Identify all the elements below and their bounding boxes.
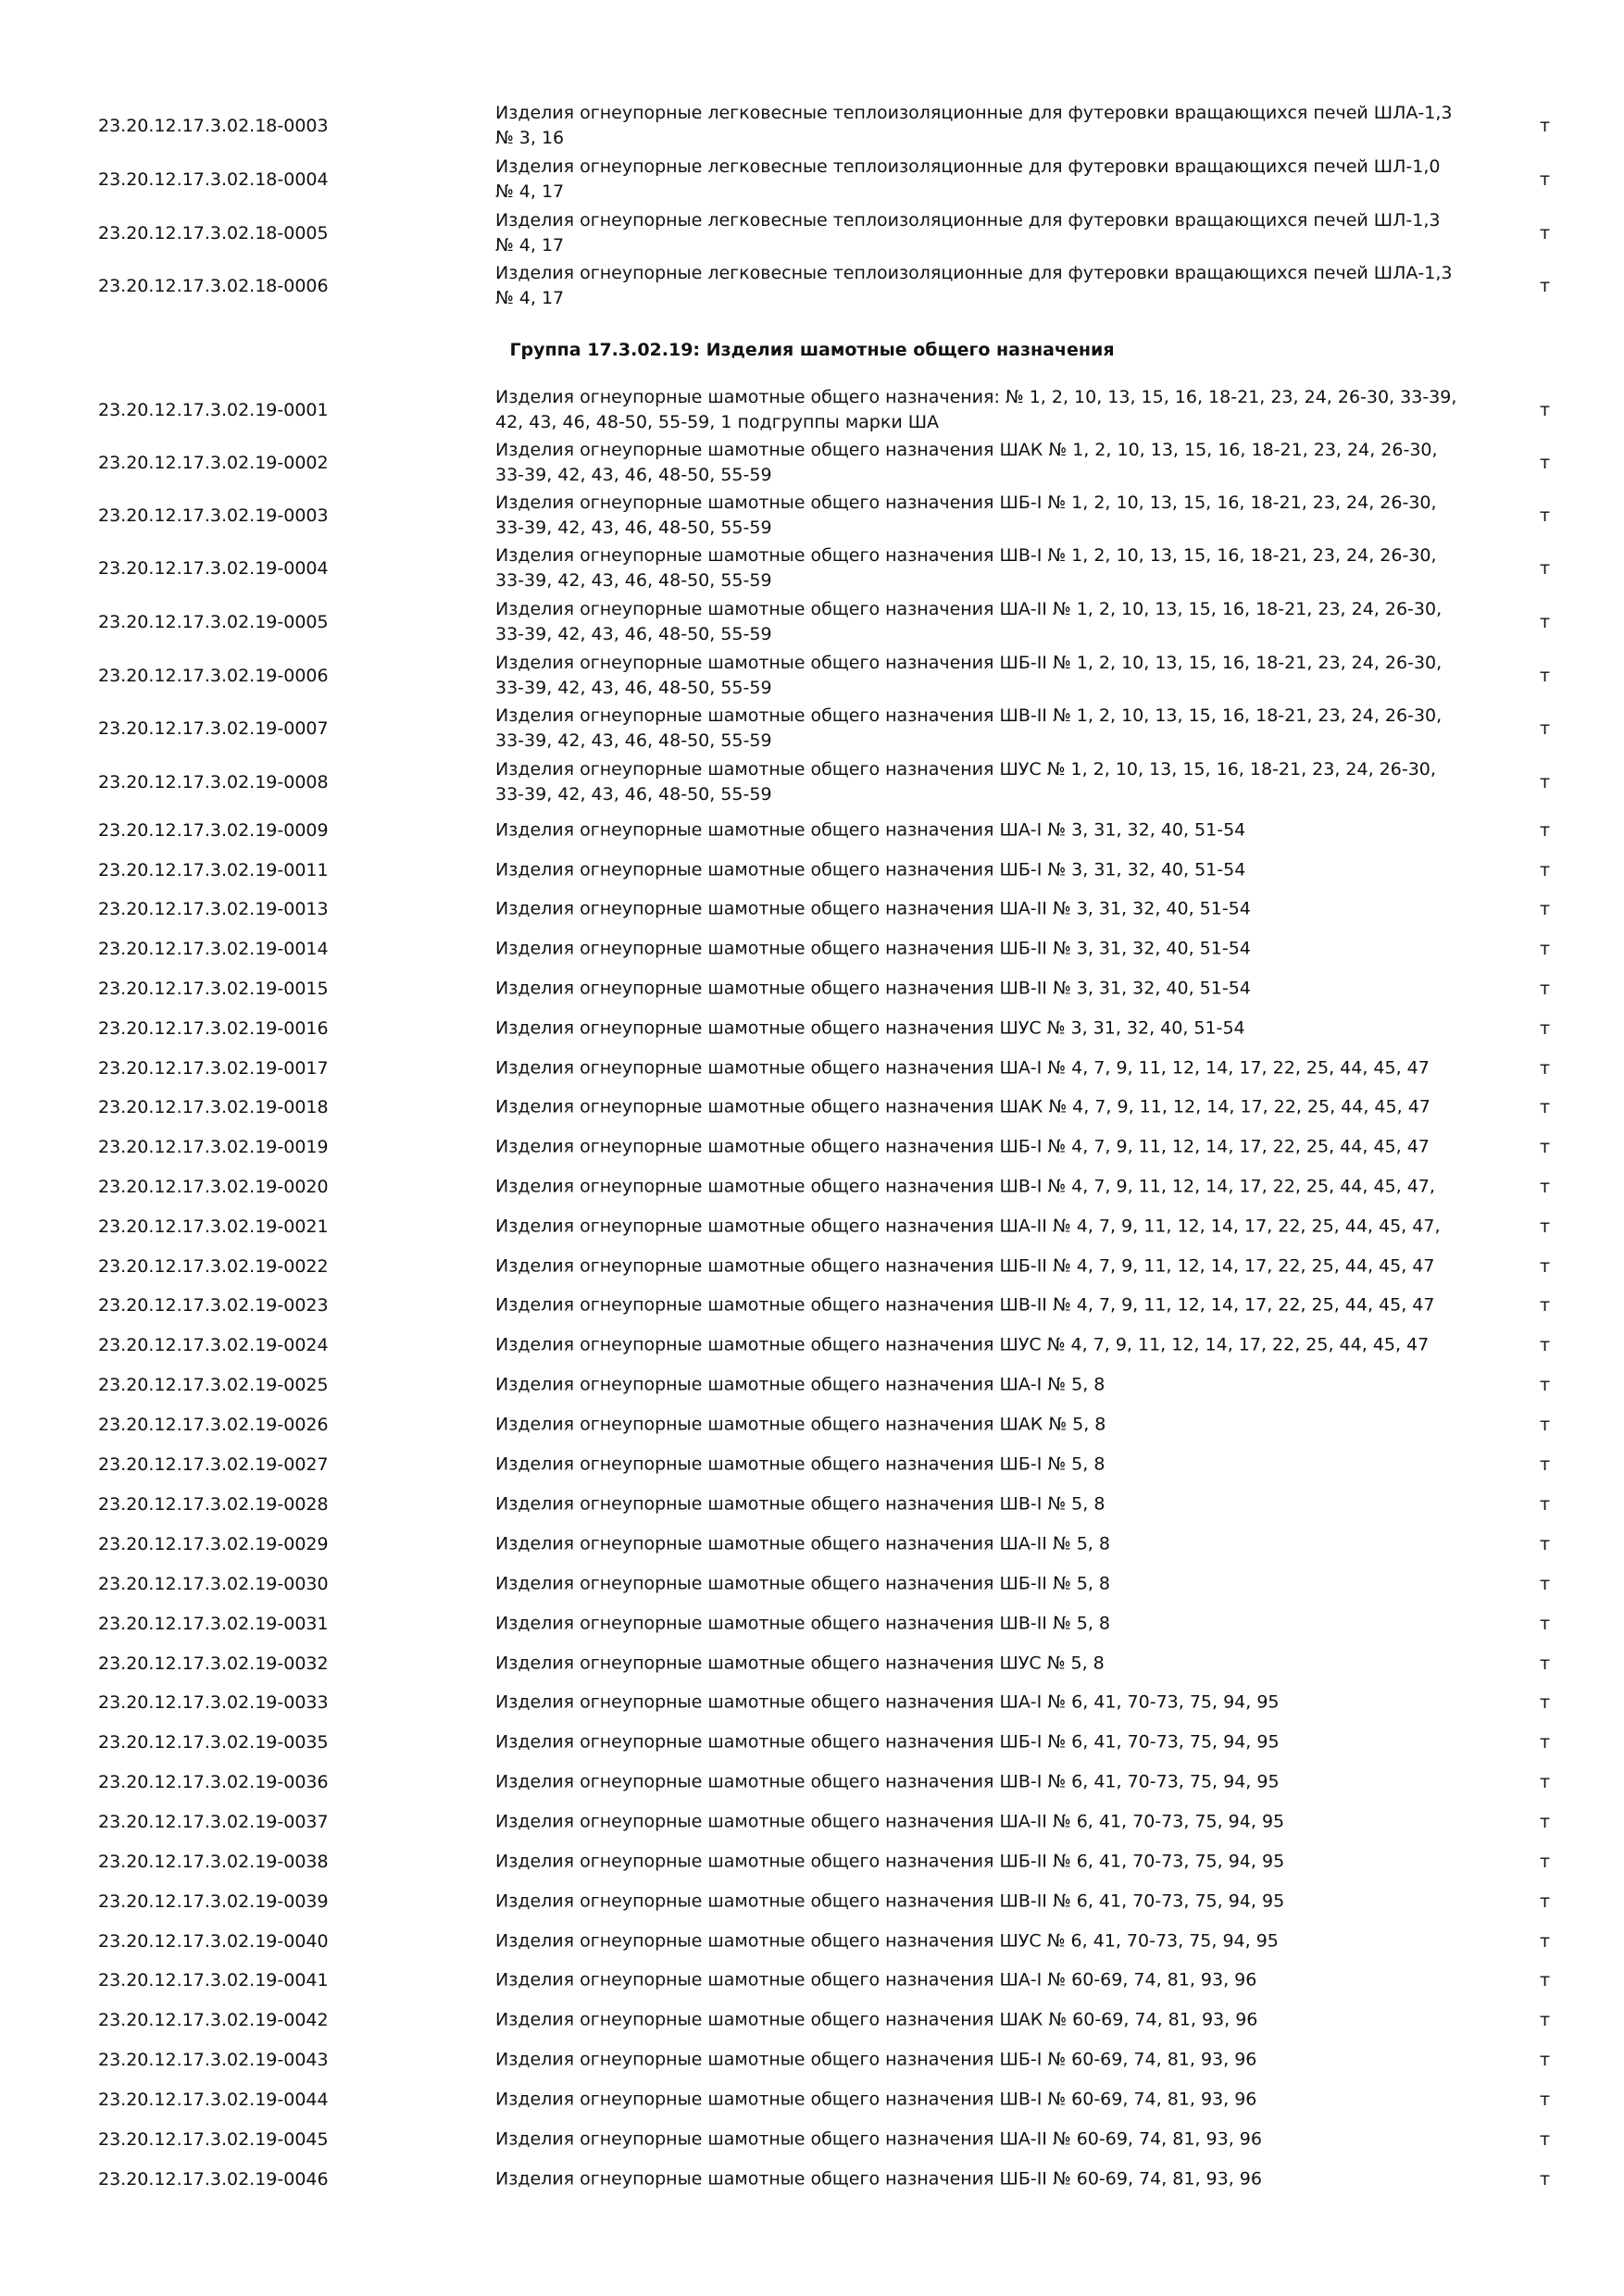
row-unit: т [1540,2169,1551,2190]
row-name: Изделия огнеупорные шамотные общего назначения ШВ-II № 6, 41, 70-73, 75, 94, 95 [495,1890,1285,1912]
row-code: 23.20.12.17.3.02.19-0020 [98,1177,329,1197]
row-code: 23.20.12.17.3.02.19-0001 [98,400,329,420]
row-unit: т [1540,1534,1551,1554]
group-heading: Группа 17.3.02.19: Изделия шамотные общего назначения [509,340,1115,360]
row-code: 23.20.12.17.3.02.19-0003 [98,505,329,526]
row-name: Изделия огнеупорные шамотные общего назначения ШВ-I № 6, 41, 70-73, 75, 94, 95 [495,1771,1280,1792]
row-unit: т [1540,1812,1551,1832]
row-code: 23.20.12.17.3.02.19-0005 [98,612,329,632]
row-name: Изделия огнеупорные шамотные общего назначения ША-I № 6, 41, 70-73, 75, 94, 95 [495,1691,1280,1713]
row-name: Изделия огнеупорные шамотные общего назначения ША-II № 6, 41, 70-73, 75, 94, 95 [495,1811,1285,1832]
row-name: Изделия огнеупорные шамотные общего назначения ШАК № 4, 7, 9, 11, 12, 14, 17, 22, 25, 44, 45, 47 [495,1096,1430,1117]
row-unit: т [1540,718,1551,739]
row-unit: т [1540,400,1551,420]
row-code: 23.20.12.17.3.02.19-0006 [98,666,329,686]
row-unit: т [1540,2129,1551,2150]
row-unit: т [1540,116,1551,136]
row-name: Изделия огнеупорные шамотные общего назначения: № 1, 2, 10, 13, 15, 16, 18-21, 23, 24, 26-30, 33-39, 42, 43, 46, 48-50, 55-59, 1 подгруппы марки ША [495,387,1457,432]
row-unit: т [1540,1692,1551,1713]
row-code: 23.20.12.17.3.02.19-0008 [98,772,329,792]
row-unit: т [1540,1494,1551,1515]
row-name: Изделия огнеупорные шамотные общего назначения ШБ-I № 3, 31, 32, 40, 51-54 [495,859,1246,880]
row-unit: т [1540,1177,1551,1197]
row-unit: т [1540,1852,1551,1872]
row-code: 23.20.12.17.3.02.19-0031 [98,1614,329,1634]
row-unit: т [1540,1137,1551,1157]
row-name: Изделия огнеупорные шамотные общего назначения ША-I № 5, 8 [495,1374,1106,1395]
row-unit: т [1540,1454,1551,1475]
row-name: Изделия огнеупорные шамотные общего назначения ША-II № 4, 7, 9, 11, 12, 14, 17, 22, 25, 44, 45, 47, [495,1216,1441,1237]
row-name: Изделия огнеупорные шамотные общего назначения ША-II № 5, 8 [495,1533,1110,1554]
row-code: 23.20.12.17.3.02.19-0028 [98,1494,329,1515]
row-unit: т [1540,1058,1551,1079]
row-code: 23.20.12.17.3.02.19-0019 [98,1137,329,1157]
row-unit: т [1540,1732,1551,1753]
row-code: 23.20.12.17.3.02.18-0003 [98,116,329,136]
row-code: 23.20.12.17.3.02.19-0023 [98,1295,329,1316]
row-code: 23.20.12.17.3.02.18-0005 [98,223,329,243]
row-unit: т [1540,820,1551,841]
row-name: Изделия огнеупорные шамотные общего назначения ШВ-II № 4, 7, 9, 11, 12, 14, 17, 22, 25, 44, 45, 47 [495,1294,1435,1316]
row-code: 23.20.12.17.3.02.19-0043 [98,2050,329,2070]
row-name: Изделия огнеупорные шамотные общего назначения ШВ-II № 5, 8 [495,1613,1111,1634]
row-unit: т [1540,1653,1551,1674]
row-code: 23.20.12.17.3.02.19-0030 [98,1574,329,1594]
row-name: Изделия огнеупорные шамотные общего назначения ШАК № 5, 8 [495,1414,1106,1435]
row-name: Изделия огнеупорные шамотные общего назначения ШВ-II № 1, 2, 10, 13, 15, 16, 18-21, 23, 24, 26-30, 33-39, 42, 43, 46, 48-50, 55-59 [495,705,1443,751]
row-code: 23.20.12.17.3.02.19-0004 [98,558,329,579]
row-name: Изделия огнеупорные шамотные общего назначения ША-I № 3, 31, 32, 40, 51-54 [495,819,1246,841]
row-unit: т [1540,2010,1551,2030]
row-code: 23.20.12.17.3.02.19-0024 [98,1335,329,1355]
row-code: 23.20.12.17.3.02.19-0027 [98,1454,329,1475]
row-code: 23.20.12.17.3.02.19-0046 [98,2169,329,2190]
row-name: Изделия огнеупорные шамотные общего назначения ШУС № 5, 8 [495,1653,1105,1674]
row-unit: т [1540,558,1551,579]
row-unit: т [1540,772,1551,792]
row-name: Изделия огнеупорные шамотные общего назначения ШБ-I № 5, 8 [495,1454,1106,1475]
row-name: Изделия огнеупорные шамотные общего назначения ШВ-I № 4, 7, 9, 11, 12, 14, 17, 22, 25, 44, 45, 47, [495,1176,1435,1197]
row-unit: т [1540,1256,1551,1277]
row-name: Изделия огнеупорные шамотные общего назначения ШУС № 6, 41, 70-73, 75, 94, 95 [495,1930,1279,1952]
row-unit: т [1540,453,1551,473]
row-name: Изделия огнеупорные шамотные общего назначения ШБ-II № 60-69, 74, 81, 93, 96 [495,2168,1262,2190]
row-name: Изделия огнеупорные шамотные общего назначения ШБ-II № 5, 8 [495,1573,1111,1594]
row-name: Изделия огнеупорные шамотные общего назначения ШВ-I № 1, 2, 10, 13, 15, 16, 18-21, 23, 24, 26-30, 33-39, 42, 43, 46, 48-50, 55-59 [495,545,1437,591]
row-name: Изделия огнеупорные шамотные общего назначения ША-I № 60-69, 74, 81, 93, 96 [495,1969,1257,1990]
row-name: Изделия огнеупорные шамотные общего назначения ШУС № 4, 7, 9, 11, 12, 14, 17, 22, 25, 44, 45, 47 [495,1334,1430,1355]
row-code: 23.20.12.17.3.02.19-0009 [98,820,329,841]
row-code: 23.20.12.17.3.02.19-0021 [98,1217,329,1237]
row-unit: т [1540,1772,1551,1792]
row-code: 23.20.12.17.3.02.19-0037 [98,1812,329,1832]
row-code: 23.20.12.17.3.02.19-0018 [98,1097,329,1117]
row-code: 23.20.12.17.3.02.19-0044 [98,2090,329,2110]
row-code: 23.20.12.17.3.02.19-0041 [98,1970,329,1990]
row-code: 23.20.12.17.3.02.19-0002 [98,453,329,473]
row-name: Изделия огнеупорные шамотные общего назначения ШАК № 60-69, 74, 81, 93, 96 [495,2009,1258,2030]
row-unit: т [1540,860,1551,880]
row-code: 23.20.12.17.3.02.18-0004 [98,169,329,190]
row-unit: т [1540,1970,1551,1990]
row-code: 23.20.12.17.3.02.19-0014 [98,939,329,959]
row-code: 23.20.12.17.3.02.19-0025 [98,1375,329,1395]
row-name: Изделия огнеупорные шамотные общего назначения ШВ-I № 5, 8 [495,1493,1106,1515]
row-unit: т [1540,899,1551,919]
row-code: 23.20.12.17.3.02.19-0017 [98,1058,329,1079]
row-code: 23.20.12.17.3.02.19-0040 [98,1931,329,1952]
row-code: 23.20.12.17.3.02.19-0042 [98,2010,329,2030]
row-name: Изделия огнеупорные шамотные общего назначения ША-II № 60-69, 74, 81, 93, 96 [495,2128,1262,2150]
row-unit: т [1540,1335,1551,1355]
row-unit: т [1540,223,1551,243]
row-name: Изделия огнеупорные шамотные общего назначения ШБ-II № 3, 31, 32, 40, 51-54 [495,938,1251,959]
row-code: 23.20.12.17.3.02.19-0007 [98,718,329,739]
row-code: 23.20.12.17.3.02.19-0022 [98,1256,329,1277]
row-code: 23.20.12.17.3.02.19-0015 [98,979,329,999]
row-name: Изделия огнеупорные легковесные теплоизоляционные для футеровки вращающихся печей ШЛА-1,3 № 4, 17 [495,263,1453,308]
row-name: Изделия огнеупорные шамотные общего назначения ШВ-II № 3, 31, 32, 40, 51-54 [495,978,1251,999]
row-unit: т [1540,1217,1551,1237]
row-code: 23.20.12.17.3.02.19-0029 [98,1534,329,1554]
row-unit: т [1540,505,1551,526]
row-name: Изделия огнеупорные шамотные общего назначения ШУС № 1, 2, 10, 13, 15, 16, 18-21, 23, 24, 26-30, 33-39, 42, 43, 46, 48-50, 55-59 [495,759,1436,805]
row-unit: т [1540,1018,1551,1039]
row-name: Изделия огнеупорные шамотные общего назначения ША-II № 1, 2, 10, 13, 15, 16, 18-21, 23, 24, 26-30, 33-39, 42, 43, 46, 48-50, 55-59 [495,599,1443,644]
row-code: 23.20.12.17.3.02.19-0038 [98,1852,329,1872]
row-name: Изделия огнеупорные шамотные общего назначения ШБ-II № 1, 2, 10, 13, 15, 16, 18-21, 23, 24, 26-30, 33-39, 42, 43, 46, 48-50, 55-59 [495,653,1443,698]
row-code: 23.20.12.17.3.02.19-0035 [98,1732,329,1753]
row-unit: т [1540,2050,1551,2070]
row-code: 23.20.12.17.3.02.19-0011 [98,860,329,880]
row-name: Изделия огнеупорные шамотные общего назначения ШУС № 3, 31, 32, 40, 51-54 [495,1017,1245,1039]
row-unit: т [1540,1415,1551,1435]
row-code: 23.20.12.17.3.02.19-0013 [98,899,329,919]
row-name: Изделия огнеупорные легковесные теплоизоляционные для футеровки вращающихся печей ШЛ-1,0 № 4, 17 [495,156,1441,202]
row-code: 23.20.12.17.3.02.19-0039 [98,1891,329,1912]
row-unit: т [1540,666,1551,686]
row-unit: т [1540,1931,1551,1952]
row-code: 23.20.12.17.3.02.19-0026 [98,1415,329,1435]
row-unit: т [1540,979,1551,999]
row-code: 23.20.12.17.3.02.19-0036 [98,1772,329,1792]
row-unit: т [1540,1295,1551,1316]
row-name: Изделия огнеупорные шамотные общего назначения ШВ-I № 60-69, 74, 81, 93, 96 [495,2089,1257,2110]
row-name: Изделия огнеупорные шамотные общего назначения ШБ-I № 1, 2, 10, 13, 15, 16, 18-21, 23, 24, 26-30, 33-39, 42, 43, 46, 48-50, 55-59 [495,493,1437,538]
row-unit: т [1540,1891,1551,1912]
row-name: Изделия огнеупорные шамотные общего назначения ША-I № 4, 7, 9, 11, 12, 14, 17, 22, 25, 44, 45, 47 [495,1057,1430,1079]
row-name: Изделия огнеупорные шамотные общего назначения ШАК № 1, 2, 10, 13, 15, 16, 18-21, 23, 24, 26-30, 33-39, 42, 43, 46, 48-50, 55-59 [495,440,1438,485]
row-unit: т [1540,1097,1551,1117]
row-name: Изделия огнеупорные легковесные теплоизоляционные для футеровки вращающихся печей ШЛ-1,3 № 4, 17 [495,210,1441,256]
row-code: 23.20.12.17.3.02.19-0033 [98,1692,329,1713]
row-name: Изделия огнеупорные шамотные общего назначения ШБ-I № 4, 7, 9, 11, 12, 14, 17, 22, 25, 44, 45, 47 [495,1136,1430,1157]
row-unit: т [1540,2090,1551,2110]
row-name: Изделия огнеупорные шамотные общего назначения ШБ-II № 6, 41, 70-73, 75, 94, 95 [495,1851,1285,1872]
row-unit: т [1540,169,1551,190]
row-unit: т [1540,276,1551,296]
row-name: Изделия огнеупорные легковесные теплоизоляционные для футеровки вращающихся печей ШЛА-1,3 № 3, 16 [495,103,1453,148]
row-unit: т [1540,1375,1551,1395]
row-code: 23.20.12.17.3.02.19-0045 [98,2129,329,2150]
row-code: 23.20.12.17.3.02.19-0016 [98,1018,329,1039]
row-unit: т [1540,612,1551,632]
row-code: 23.20.12.17.3.02.19-0032 [98,1653,329,1674]
row-unit: т [1540,1614,1551,1634]
row-code: 23.20.12.17.3.02.18-0006 [98,276,329,296]
row-unit: т [1540,1574,1551,1594]
row-unit: т [1540,939,1551,959]
row-name: Изделия огнеупорные шамотные общего назначения ШБ-I № 6, 41, 70-73, 75, 94, 95 [495,1731,1280,1753]
row-name: Изделия огнеупорные шамотные общего назначения ША-II № 3, 31, 32, 40, 51-54 [495,898,1251,919]
row-name: Изделия огнеупорные шамотные общего назначения ШБ-II № 4, 7, 9, 11, 12, 14, 17, 22, 25, 44, 45, 47 [495,1255,1435,1277]
row-name: Изделия огнеупорные шамотные общего назначения ШБ-I № 60-69, 74, 81, 93, 96 [495,2049,1257,2070]
